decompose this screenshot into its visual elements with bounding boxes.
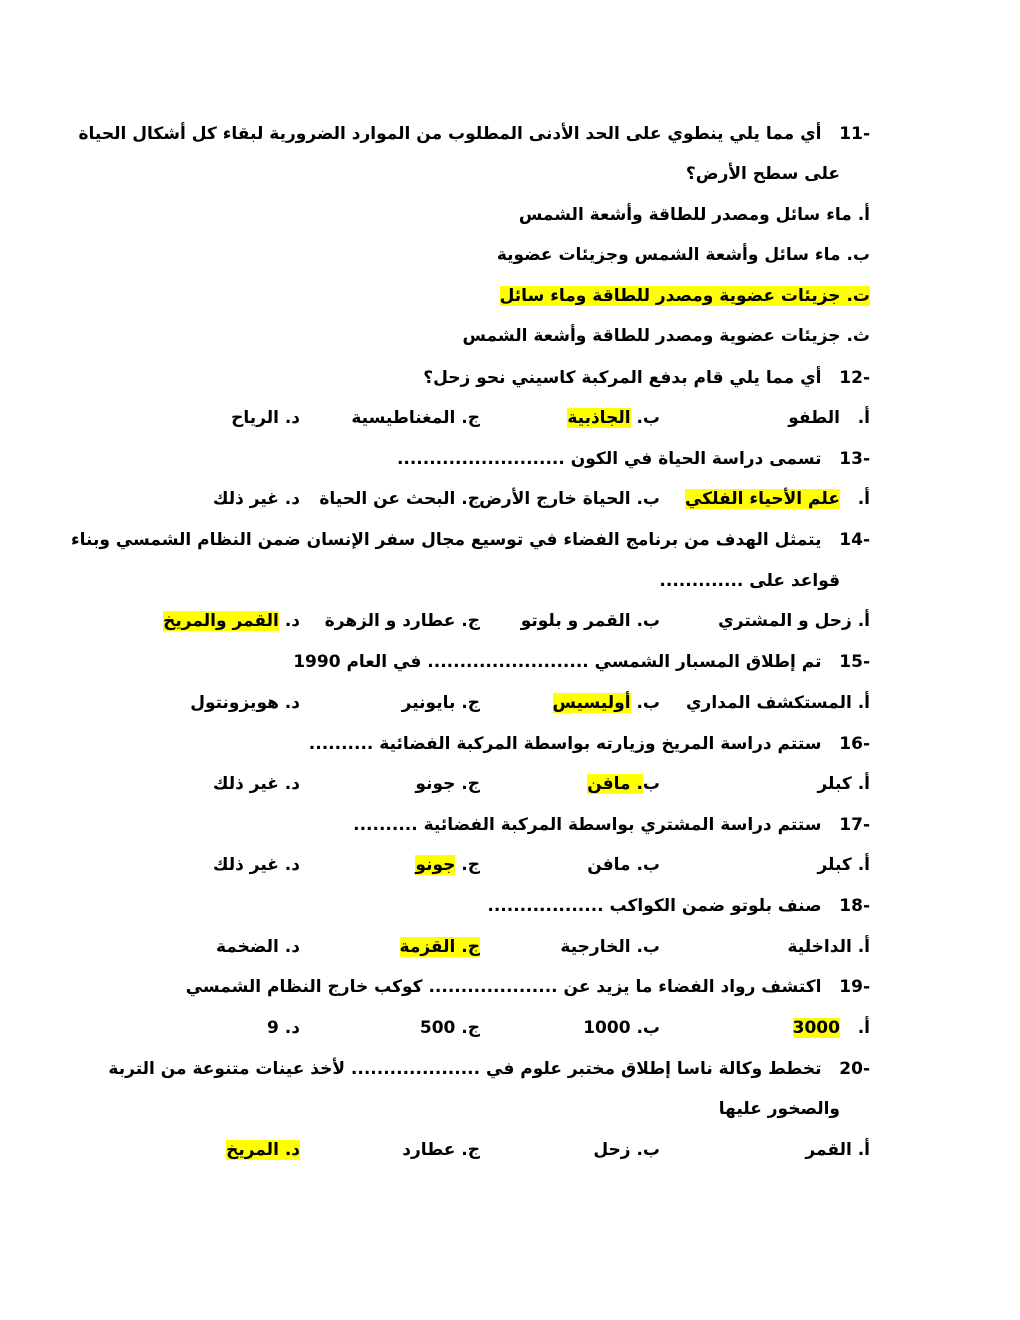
option-letter: أ.: [857, 489, 870, 509]
question-number: -19: [839, 977, 870, 997]
highlighted-answer: جونو: [415, 855, 456, 875]
q13-option-a: [685, 487, 870, 511]
question-number: -15: [839, 652, 870, 672]
q17-option-b: ب. مافن: [587, 855, 660, 875]
option-letter: ب.: [636, 408, 660, 428]
question-12: [423, 366, 870, 390]
q17-option-a: أ. كبلر: [817, 855, 870, 875]
q16-option-a: أ. كبلر: [817, 774, 870, 794]
question-14-continued: قواعد على .............: [659, 571, 840, 591]
q11-option-b: ب. ماء سائل وأشعة الشمس وجزيئات عضوية: [496, 245, 870, 265]
q14-option-b: ب. القمر و بلوتو: [520, 611, 660, 631]
q12-option-d: د. الرياح: [231, 408, 300, 428]
q20-option-c: ج. عطارد: [402, 1140, 480, 1160]
option-letter: د.: [284, 611, 300, 631]
highlighted-answer: 3000: [792, 1018, 840, 1038]
question-text: تسمى دراسة الحياة في الكون ..........................: [396, 449, 822, 469]
q15-option-b: [553, 691, 660, 715]
question-text: ستتم دراسة المريخ وزيارته بواسطة المركبة الفضائية ..........: [308, 734, 822, 754]
highlighted-answer: القمر والمريخ: [163, 611, 279, 631]
q16-option-b: [587, 772, 660, 796]
option-letter: أ.: [857, 1018, 870, 1038]
q19-option-d: د. 9: [267, 1018, 300, 1038]
question-13: [397, 447, 870, 471]
question-number: -11: [839, 124, 870, 144]
q12-option-a: [788, 406, 870, 430]
highlighted-answer: ت. جزيئات عضوية ومصدر للطاقة وماء سائل: [499, 286, 870, 306]
question-number: -20: [839, 1059, 870, 1079]
q17-option-c: [415, 853, 480, 877]
q19-option-b: ب. 1000: [583, 1018, 660, 1038]
question-text: تخطط وكالة ناسا إطلاق مختبر علوم في .................... لأخذ عينات متنوعة من التربة: [108, 1059, 822, 1079]
q13-option-b: ب. الحياة خارج الأرض: [479, 489, 660, 509]
question-16: [309, 732, 870, 756]
q20-option-d: [226, 1138, 300, 1162]
question-15: [293, 650, 870, 674]
q14-option-c: ج. عطارد و الزهرة: [324, 611, 480, 631]
q19-option-a: [793, 1016, 870, 1040]
q18-option-a: أ. الداخلية: [787, 937, 870, 957]
q20-option-b: ب. زحل: [593, 1140, 660, 1160]
option-letter: ب.: [636, 693, 660, 713]
question-20: [108, 1057, 870, 1081]
question-number: -14: [839, 530, 870, 550]
question-text: اكتشف رواد الفضاء ما يزيد عن .................... كوكب خارج النظام الشمسي: [185, 977, 822, 997]
q13-option-c: ج. البحث عن الحياة: [319, 489, 480, 509]
q20-option-a: أ. القمر: [805, 1140, 870, 1160]
question-19: [186, 975, 870, 999]
option-text: الطفو: [788, 408, 840, 428]
question-18: [487, 894, 870, 918]
q11-option-d: ث. جزيئات عضوية ومصدر للطاقة وأشعة الشمس: [462, 326, 870, 346]
q11-option-c: [500, 284, 870, 308]
q15-option-c: ج. بايونير: [401, 693, 480, 713]
highlighted-answer: د. المريخ: [226, 1140, 300, 1160]
question-text: تم إطلاق المسبار الشمسي ......................... في العام 1990: [293, 652, 822, 672]
question-number: -12: [839, 368, 870, 388]
q19-option-c: ج. 500: [419, 1018, 480, 1038]
question-14: [71, 528, 870, 552]
option-letter: ب: [642, 774, 660, 794]
question-20-continued: والصخور عليها: [718, 1099, 840, 1119]
q11-option-a: أ. ماء سائل ومصدر للطاقة وأشعة الشمس: [518, 205, 870, 225]
q18-option-b: ب. الخارجية: [560, 937, 660, 957]
q12-option-c: ج. المغناطيسية: [351, 408, 480, 428]
option-letter: أ.: [857, 408, 870, 428]
question-text: ستتم دراسة المشتري بواسطة المركبة الفضائية ..........: [353, 815, 822, 835]
q17-option-d: د. غير ذلك: [212, 855, 300, 875]
highlighted-answer: الجاذبية: [567, 408, 631, 428]
question-text: أي مما يلي قام بدفع المركبة كاسيني نحو زحل؟: [423, 368, 822, 388]
q14-option-a: أ. زحل و المشتري: [718, 611, 870, 631]
highlighted-answer: ج. القزمة: [399, 937, 480, 957]
question-number: -17: [839, 815, 870, 835]
q12-option-b: [567, 406, 660, 430]
question-number: -16: [839, 734, 870, 754]
q18-option-c: [400, 935, 480, 959]
q13-option-d: د. غير ذلك: [212, 489, 300, 509]
question-text: أي مما يلي ينطوي على الحد الأدنى المطلوب من الموارد الضرورية لبقاء كل أشكال الحياة: [78, 124, 822, 144]
q18-option-d: د. الضخمة: [215, 937, 300, 957]
q14-option-d: [163, 609, 300, 633]
question-17: [353, 813, 870, 837]
q15-option-d: د. هويزونتول: [190, 693, 300, 713]
question-number: -18: [839, 896, 870, 916]
question-11-continued: على سطح الأرض؟: [685, 164, 840, 184]
question-11: [79, 122, 870, 146]
q15-option-a: أ. المستكشف المداري: [685, 693, 870, 713]
question-text: صنف بلوتو ضمن الكواكب ..................: [487, 896, 822, 916]
q16-option-c: ج. جونو: [415, 774, 480, 794]
q16-option-d: د. غير ذلك: [212, 774, 300, 794]
question-number: -13: [839, 449, 870, 469]
option-letter: ج.: [461, 855, 480, 875]
question-text: يتمثل الهدف من برنامج الفضاء في توسيع مجال سفر الإنسان ضمن النظام الشمسي وبناء: [70, 530, 822, 550]
highlighted-answer: أوليسيس: [552, 693, 631, 713]
highlighted-answer: . مافن: [587, 774, 643, 794]
highlighted-answer: علم الأحياء الفلكي: [684, 489, 840, 509]
